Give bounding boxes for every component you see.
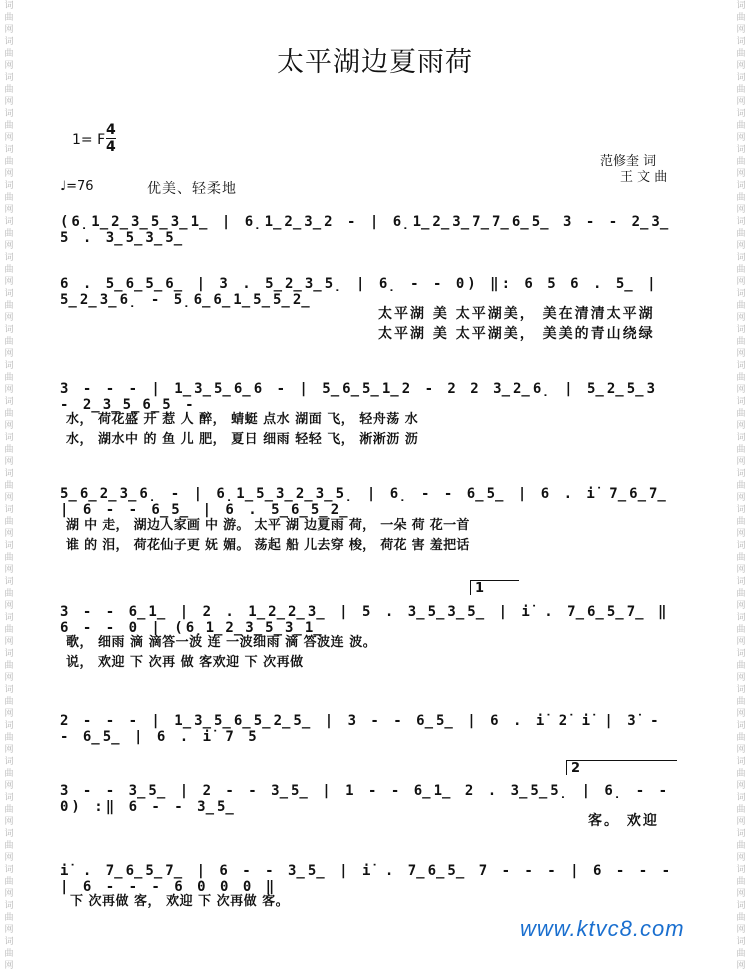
watermark-char: 曲 bbox=[4, 769, 14, 779]
watermark-char: 词 bbox=[4, 433, 14, 443]
watermark-char: 曲 bbox=[736, 193, 746, 203]
score-row-6: 2 - - - | 1̲3̲5̲6̲5̲2̲5̲ | 3 - - 6̲5̲ | 6 . i̇ 2̇ i̇ | 3̇ - - 6̲5̲ | 6 . i̇ 7 5 bbox=[60, 713, 662, 745]
watermark-char: 词 bbox=[736, 649, 746, 659]
watermark-char: 网 bbox=[4, 241, 14, 251]
watermark-char: 网 bbox=[4, 745, 14, 755]
watermark-char: 网 bbox=[736, 961, 746, 969]
watermark-char: 网 bbox=[736, 133, 746, 143]
watermark-char: 词 bbox=[4, 829, 14, 839]
watermark-char: 词 bbox=[4, 73, 14, 83]
watermark-char: 曲 bbox=[4, 481, 14, 491]
watermark-char: 网 bbox=[4, 457, 14, 467]
watermark-char: 词 bbox=[736, 829, 746, 839]
watermark-char: 网 bbox=[736, 169, 746, 179]
watermark-char: 网 bbox=[736, 925, 746, 935]
watermark-char: 曲 bbox=[4, 877, 14, 887]
watermark-char: 网 bbox=[736, 781, 746, 791]
watermark-char: 词 bbox=[736, 397, 746, 407]
watermark-char: 曲 bbox=[736, 265, 746, 275]
watermark-char: 曲 bbox=[736, 661, 746, 671]
lyrics-row-4-verse-2: 谁 的 泪， 荷花仙子更 妩 媚。 荡起 船 儿去穿 梭， 荷花 害 羞把话 bbox=[66, 538, 470, 553]
watermark-char: 词 bbox=[736, 757, 746, 767]
watermark-char: 词 bbox=[736, 793, 746, 803]
lyrics-row-2-verse-1: 太平湖 美 太平湖美， 美在清清太平湖 bbox=[378, 306, 655, 322]
watermark-char: 词 bbox=[4, 361, 14, 371]
watermark-char: 词 bbox=[736, 865, 746, 875]
watermark-char: 词 bbox=[736, 613, 746, 623]
watermark-char: 曲 bbox=[4, 553, 14, 563]
watermark-char: 词 bbox=[736, 73, 746, 83]
watermark-char: 网 bbox=[4, 781, 14, 791]
watermark-char: 曲 bbox=[4, 661, 14, 671]
watermark-char: 词 bbox=[736, 469, 746, 479]
watermark-right bbox=[734, 0, 748, 969]
watermark-char: 曲 bbox=[736, 625, 746, 635]
composer-credit: 王 文 曲 bbox=[620, 170, 668, 185]
watermark-char: 曲 bbox=[4, 733, 14, 743]
watermark-char: 词 bbox=[736, 685, 746, 695]
volta-1-label: 1 bbox=[475, 581, 485, 596]
watermark-char: 网 bbox=[4, 889, 14, 899]
score-row-7: 3 - - 3̲5̲ | 2 - - 3̲5̲ | 1 - - 6̲1̲ 2 . 3̲5̲5̣ | 6̣ - - 0) :‖ 6 - - 3̲5̲ bbox=[60, 783, 671, 815]
watermark-char: 网 bbox=[736, 349, 746, 359]
watermark-char: 曲 bbox=[4, 121, 14, 131]
watermark-char: 词 bbox=[4, 217, 14, 227]
watermark-char: 词 bbox=[4, 469, 14, 479]
watermark-char: 网 bbox=[4, 601, 14, 611]
watermark-char: 网 bbox=[4, 853, 14, 863]
watermark-char: 词 bbox=[4, 289, 14, 299]
watermark-char: 词 bbox=[736, 937, 746, 947]
watermark-char: 网 bbox=[736, 241, 746, 251]
watermark-char: 曲 bbox=[4, 157, 14, 167]
watermark-char: 曲 bbox=[4, 301, 14, 311]
watermark-char: 曲 bbox=[736, 733, 746, 743]
watermark-char: 曲 bbox=[4, 373, 14, 383]
watermark-char: 词 bbox=[4, 649, 14, 659]
score-row-1: (6̣1̲2̲3̲5̲3̲1̲ | 6̣1̲2̲3̲2 - | 6̣1̲2̲3̲7̲7̲6̲5̲ 3 - - 2̲3̲ 5 . 3̲5̲3̲5̲ bbox=[60, 214, 672, 246]
watermark-char: 网 bbox=[736, 493, 746, 503]
watermark-char: 词 bbox=[4, 541, 14, 551]
watermark-char: 词 bbox=[736, 505, 746, 515]
watermark-char: 网 bbox=[736, 637, 746, 647]
watermark-char: 词 bbox=[736, 433, 746, 443]
watermark-char: 网 bbox=[736, 97, 746, 107]
watermark-char: 曲 bbox=[4, 805, 14, 815]
watermark-char: 网 bbox=[4, 97, 14, 107]
watermark-char: 词 bbox=[4, 145, 14, 155]
lyricist-credit: 范修奎 词 bbox=[600, 154, 657, 169]
watermark-char: 词 bbox=[736, 109, 746, 119]
watermark-char: 词 bbox=[736, 541, 746, 551]
score-row-4: 5̲6̲2̲3̲6̣ - | 6̣1̲5̲3̲2̲3̲5̣ | 6̣ - - 6̲5̲ | 6 . i̇ 7̲6̲7̲ | 6 - - 6̲5̲ | 6 . 5̲6̲5̲2̲ bbox=[60, 486, 669, 518]
watermark-char: 曲 bbox=[4, 193, 14, 203]
lyrics-row-4-verse-1: 湖 中 走， 湖边人家画 中 游。 太平 湖 边夏雨 荷， 一朵 荷 花一首 bbox=[66, 518, 470, 533]
watermark-char: 网 bbox=[736, 313, 746, 323]
watermark-char: 词 bbox=[736, 253, 746, 263]
watermark-char: 网 bbox=[4, 25, 14, 35]
watermark-char: 网 bbox=[4, 925, 14, 935]
lyrics-row-2-verse-2: 太平湖 美 太平湖美， 美美的青山绕绿 bbox=[378, 326, 655, 342]
watermark-char: 网 bbox=[736, 565, 746, 575]
watermark-char: 曲 bbox=[4, 697, 14, 707]
score-row-2: 6 . 5̲6̲5̲6̲ | 3 . 5̲2̲3̲5̣ | 6̣ - - 0) ‖: 6 5 6 . 5̲ | 5̲2̲3̲6̣ - 5̣6̲6̲1̲5̲5̲2̲ bbox=[60, 276, 659, 308]
watermark-char: 词 bbox=[4, 793, 14, 803]
score-row-5: 3 - - 6̲1̲ | 2 . 1̲2̲2̲3̲ | 5 . 3̲5̲3̲5̲ | i̇ . 7̲6̲5̲7̲ ‖ 6 - - 0 | (6̣1̲2̲3̲5̲3̲1̲ bbox=[60, 604, 670, 636]
site-logo: www.ktvc8.com bbox=[520, 916, 685, 941]
watermark-char: 曲 bbox=[4, 913, 14, 923]
volta-bracket-1 bbox=[470, 580, 519, 595]
watermark-char: 网 bbox=[4, 493, 14, 503]
watermark-char: 曲 bbox=[736, 49, 746, 59]
key-signature: 1= F bbox=[72, 132, 106, 148]
watermark-char: 词 bbox=[736, 721, 746, 731]
watermark-char: 网 bbox=[736, 745, 746, 755]
time-signature-top: 4 bbox=[106, 122, 116, 138]
watermark-char: 曲 bbox=[4, 841, 14, 851]
lyrics-row-3-verse-2: 水， 湖水中 的 鱼 儿 肥， 夏日 细雨 轻轻 飞， 淅淅沥 沥 bbox=[66, 432, 419, 447]
watermark-char: 网 bbox=[4, 421, 14, 431]
watermark-char: 词 bbox=[736, 901, 746, 911]
watermark-char: 词 bbox=[4, 937, 14, 947]
watermark-char: 曲 bbox=[4, 589, 14, 599]
lyrics-row-7: 客。 欢迎 bbox=[588, 813, 659, 829]
watermark-char: 词 bbox=[736, 577, 746, 587]
watermark-char: 网 bbox=[736, 817, 746, 827]
watermark-char: 网 bbox=[736, 709, 746, 719]
watermark-char: 词 bbox=[4, 397, 14, 407]
watermark-char: 曲 bbox=[4, 337, 14, 347]
watermark-char: 网 bbox=[4, 61, 14, 71]
watermark-char: 曲 bbox=[736, 121, 746, 131]
watermark-char: 网 bbox=[4, 385, 14, 395]
watermark-char: 网 bbox=[4, 349, 14, 359]
watermark-char: 词 bbox=[736, 37, 746, 47]
watermark-char: 网 bbox=[736, 61, 746, 71]
watermark-char: 词 bbox=[4, 865, 14, 875]
time-signature bbox=[106, 122, 116, 155]
watermark-char: 网 bbox=[736, 673, 746, 683]
watermark-char: 曲 bbox=[736, 301, 746, 311]
watermark-char: 网 bbox=[4, 277, 14, 287]
watermark-char: 曲 bbox=[736, 913, 746, 923]
watermark-char: 曲 bbox=[4, 445, 14, 455]
watermark-char: 曲 bbox=[736, 13, 746, 23]
watermark-char: 曲 bbox=[736, 841, 746, 851]
score-row-8: i̇ . 7̲6̲5̲7̲ | 6 - - 3̲5̲ | i̇ . 7̲6̲5̲ 7 - - - | 6 - - - | 6 - - - 6 0 0 0 ‖ bbox=[60, 863, 674, 895]
watermark-char: 曲 bbox=[4, 409, 14, 419]
watermark-char: 词 bbox=[4, 685, 14, 695]
watermark-char: 网 bbox=[4, 529, 14, 539]
watermark-char: 词 bbox=[4, 577, 14, 587]
watermark-char: 词 bbox=[736, 361, 746, 371]
watermark-char: 网 bbox=[4, 673, 14, 683]
watermark-char: 曲 bbox=[736, 517, 746, 527]
watermark-char: 网 bbox=[736, 529, 746, 539]
lyrics-row-5-verse-1: 歌， 细雨 滴 滴答一波 连 一波细雨 滴 答波连 波。 bbox=[66, 635, 377, 650]
watermark-char: 网 bbox=[4, 565, 14, 575]
watermark-char: 网 bbox=[4, 961, 14, 969]
time-signature-bottom: 4 bbox=[106, 139, 116, 155]
watermark-char: 网 bbox=[4, 637, 14, 647]
watermark-char: 曲 bbox=[736, 373, 746, 383]
watermark-char: 网 bbox=[736, 601, 746, 611]
tempo-marking: ♩=76 bbox=[60, 179, 94, 194]
watermark-char: 词 bbox=[4, 1, 14, 11]
score-row-3: 3 - - - | 1̲3̲5̲6̲6 - | 5̲6̲5̲1̲2 - 2 2 3̲2̲6̣ | 5̲2̲5̲3 - 2̲3̲5̲6̲5 - bbox=[60, 381, 659, 413]
song-title: 太平湖边夏雨荷 bbox=[277, 47, 473, 78]
watermark-char: 网 bbox=[4, 817, 14, 827]
watermark-char: 词 bbox=[736, 217, 746, 227]
watermark-char: 曲 bbox=[736, 553, 746, 563]
watermark-char: 词 bbox=[736, 325, 746, 335]
volta-2-label: 2 bbox=[571, 761, 581, 776]
watermark-char: 曲 bbox=[4, 229, 14, 239]
watermark-char: 曲 bbox=[736, 769, 746, 779]
watermark-char: 网 bbox=[736, 385, 746, 395]
watermark-char: 曲 bbox=[736, 409, 746, 419]
watermark-char: 网 bbox=[4, 709, 14, 719]
watermark-char: 词 bbox=[4, 757, 14, 767]
watermark-char: 词 bbox=[4, 325, 14, 335]
watermark-char: 曲 bbox=[736, 481, 746, 491]
watermark-char: 网 bbox=[736, 205, 746, 215]
watermark-char: 网 bbox=[736, 889, 746, 899]
watermark-left bbox=[2, 0, 16, 969]
watermark-char: 词 bbox=[736, 145, 746, 155]
watermark-char: 曲 bbox=[736, 949, 746, 959]
watermark-char: 网 bbox=[4, 133, 14, 143]
watermark-char: 词 bbox=[4, 253, 14, 263]
lyrics-row-5-verse-2: 说， 欢迎 下 次再 做 客欢迎 下 次再做 bbox=[66, 655, 304, 670]
volta-bracket-2 bbox=[566, 760, 677, 775]
watermark-char: 词 bbox=[736, 181, 746, 191]
watermark-char: 曲 bbox=[4, 265, 14, 275]
watermark-char: 词 bbox=[736, 1, 746, 11]
watermark-char: 曲 bbox=[4, 517, 14, 527]
watermark-char: 词 bbox=[4, 721, 14, 731]
watermark-char: 曲 bbox=[4, 949, 14, 959]
lyrics-row-3-verse-1: 水， 荷花盛 开 惹 人 醉， 蜻蜓 点水 湖面 飞， 轻舟荡 水 bbox=[66, 412, 419, 427]
watermark-char: 网 bbox=[4, 205, 14, 215]
watermark-char: 曲 bbox=[4, 625, 14, 635]
watermark-char: 词 bbox=[4, 613, 14, 623]
watermark-char: 曲 bbox=[736, 805, 746, 815]
watermark-char: 曲 bbox=[4, 85, 14, 95]
watermark-char: 网 bbox=[4, 313, 14, 323]
watermark-char: 曲 bbox=[736, 589, 746, 599]
watermark-char: 曲 bbox=[4, 13, 14, 23]
watermark-char: 词 bbox=[4, 37, 14, 47]
watermark-char: 网 bbox=[736, 421, 746, 431]
watermark-char: 曲 bbox=[736, 229, 746, 239]
watermark-char: 曲 bbox=[736, 85, 746, 95]
watermark-char: 网 bbox=[736, 277, 746, 287]
watermark-char: 曲 bbox=[736, 877, 746, 887]
lyrics-row-8: 下 次再做 客， 欢迎 下 次再做 客。 bbox=[70, 894, 290, 909]
watermark-char: 网 bbox=[4, 169, 14, 179]
watermark-char: 网 bbox=[736, 457, 746, 467]
watermark-char: 词 bbox=[4, 109, 14, 119]
watermark-char: 曲 bbox=[736, 337, 746, 347]
watermark-char: 词 bbox=[4, 181, 14, 191]
watermark-char: 网 bbox=[736, 25, 746, 35]
watermark-char: 词 bbox=[4, 901, 14, 911]
watermark-char: 曲 bbox=[4, 49, 14, 59]
watermark-char: 词 bbox=[4, 505, 14, 515]
watermark-char: 词 bbox=[736, 289, 746, 299]
watermark-char: 曲 bbox=[736, 157, 746, 167]
watermark-char: 曲 bbox=[736, 445, 746, 455]
expression-marking: 优美、轻柔地 bbox=[147, 181, 237, 197]
watermark-char: 网 bbox=[736, 853, 746, 863]
watermark-char: 曲 bbox=[736, 697, 746, 707]
